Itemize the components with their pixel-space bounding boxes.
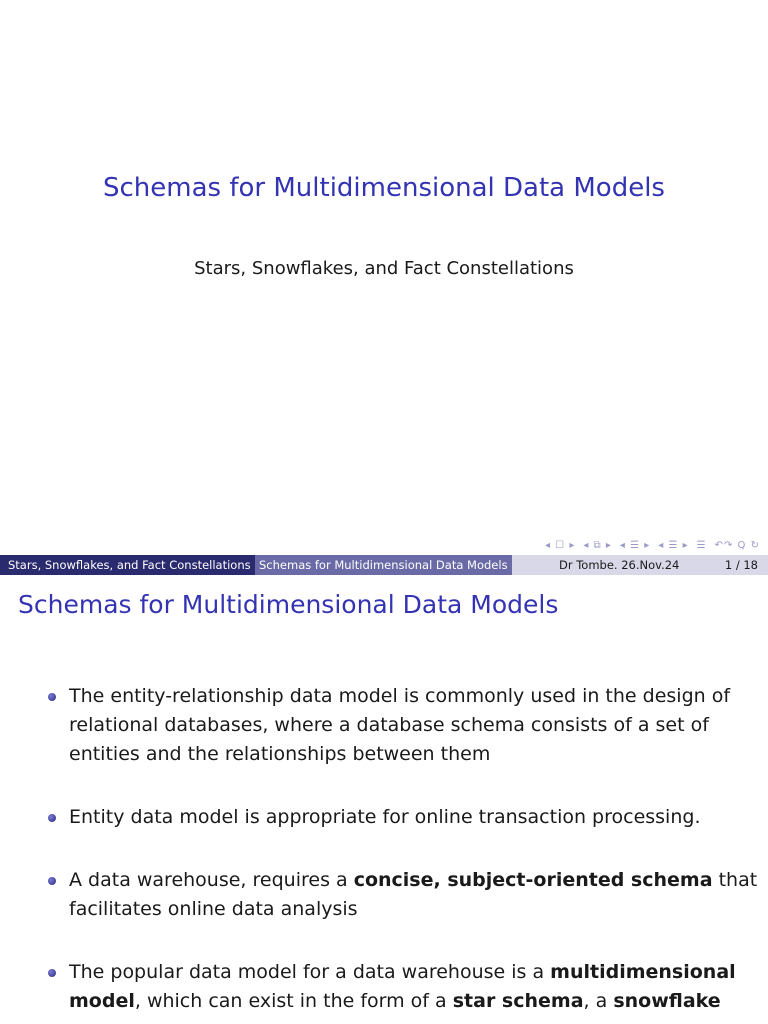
bullet-item: [48, 803, 758, 832]
footer-section: Stars, Snowflakes, and Fact Constellations: [0, 555, 255, 575]
section-nav-icon[interactable]: ◂ ☰ ▸: [619, 539, 651, 551]
bullet-text: Entity data model is appropriate for online transaction processing.: [69, 806, 701, 828]
bullet-text: , a: [583, 990, 614, 1012]
subsection2-nav-icon[interactable]: ◂ ☰ ▸: [658, 539, 689, 551]
bullet-text: The entity-relationship data model is commonly used in the design of relational databases, where a database schema consists of a set of entities and the relationships between them: [69, 685, 731, 765]
bullet-text: that facilitates online data analysis: [69, 869, 758, 920]
align-nav-icon[interactable]: ☰: [696, 539, 707, 551]
bullet-bold-text: star schema: [452, 990, 584, 1012]
bullet-list: [48, 682, 758, 1016]
bullet-item: [48, 866, 758, 924]
slide-footer: [0, 555, 768, 575]
beamer-navigation-symbols: [545, 538, 760, 552]
presentation-subtitle: Stars, Snowflakes, and Fact Constellations: [194, 258, 574, 279]
presentation-title: Schemas for Multidimensional Data Models: [103, 173, 665, 203]
bullet-item: [48, 682, 758, 769]
search-nav-icon[interactable]: ↶↷ Q ↻: [714, 539, 760, 551]
bullet-text: The popular data model for a data warehouse is a: [69, 961, 551, 983]
frame-nav-icon[interactable]: ◂ ☐ ▸: [544, 539, 576, 551]
bullet-item: [48, 958, 758, 1016]
footer-page-number: 1 / 18: [724, 558, 758, 572]
bullet-text: A data warehouse, requires a: [69, 869, 354, 891]
bullet-text: , which can exist in the form of a: [134, 990, 453, 1012]
bullet-bold-text: multidimensional model: [69, 961, 736, 1012]
footer-info: [512, 555, 768, 575]
frame-title: Schemas for Multidimensional Data Models: [18, 590, 559, 619]
bullet-bold-text: snowflake: [613, 990, 721, 1012]
footer-author-date: Dr Tombe. 26.Nov.24: [559, 558, 680, 572]
footer-subsection: Schemas for Multidimensional Data Models: [255, 555, 512, 575]
subsection-nav-icon[interactable]: ◂ ⧉ ▸: [583, 539, 612, 551]
bullet-bold-text: concise, subject-oriented schema: [353, 869, 713, 891]
